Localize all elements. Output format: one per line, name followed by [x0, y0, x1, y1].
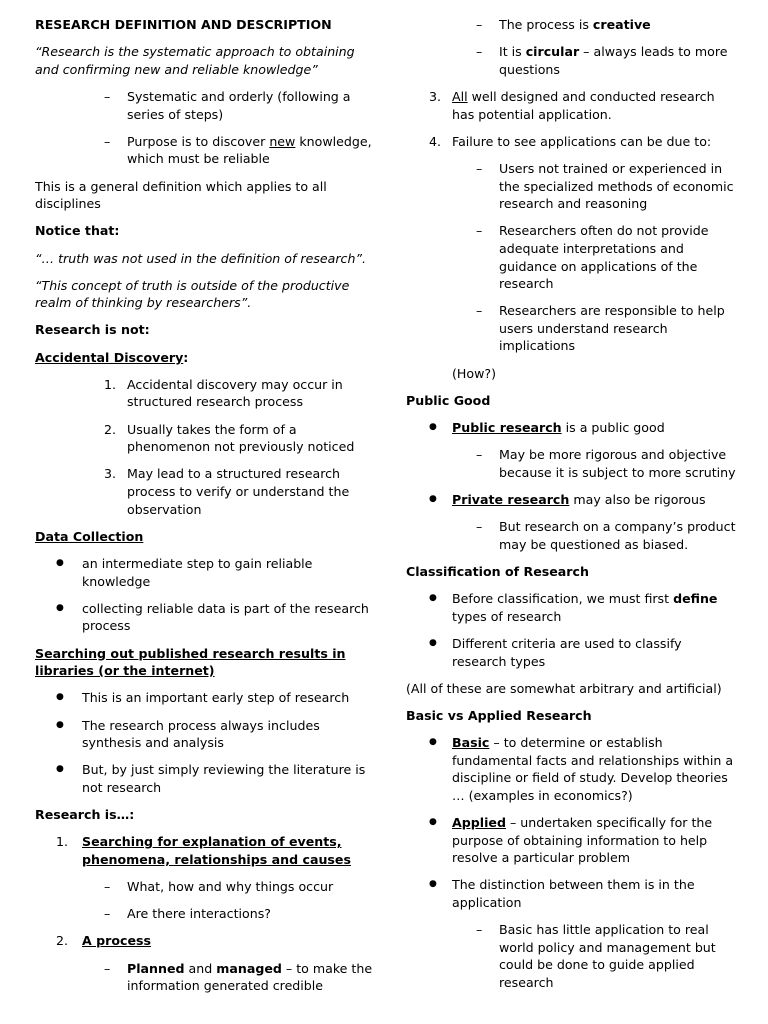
list-item-text: May be more rigorous and objective because it is subject to more scrutiny: [499, 447, 736, 480]
list-item: [56, 555, 375, 590]
list-item-text: All well designed and conducted research has potential application.: [452, 88, 715, 122]
list-item: [429, 491, 736, 509]
list-item-text: Purpose is to discover new knowledge, which must be reliable: [127, 133, 372, 167]
list-item: [476, 222, 736, 292]
list-item-text: Failure to see applications can be due to:: [452, 133, 712, 149]
data-collection-heading: Data Collection: [35, 528, 144, 544]
list-item-text: May lead to a structured research process to verify or understand the observation: [127, 466, 350, 517]
dash-marker: –: [476, 519, 483, 535]
document-title: RESEARCH DEFINITION AND DESCRIPTION: [35, 17, 332, 32]
emphasis-new: new: [269, 133, 296, 149]
list-item-text: Researchers are responsible to help users understand research implications: [499, 303, 725, 354]
bullet-marker: ●: [429, 737, 437, 748]
basic-vs-applied-heading: Basic vs Applied Research: [406, 707, 592, 723]
bullet-marker: ●: [56, 719, 64, 730]
list-item-text: A process: [82, 933, 152, 949]
dash-marker: –: [476, 303, 483, 319]
searching-heading: Searching out published research results in libraries (or the internet): [35, 645, 346, 679]
bullet-marker: ●: [56, 602, 64, 613]
number-marker: 3.: [104, 466, 117, 482]
list-item: [476, 921, 736, 991]
dash-marker: –: [476, 922, 483, 938]
list-item-text: Different criteria are used to classify research types: [452, 635, 682, 669]
truth-quote: “… truth was not used in the definition of research”.: [35, 250, 366, 266]
list-item: [476, 160, 736, 213]
list-item: [476, 446, 736, 481]
right-column: [406, 16, 736, 1001]
list-item-text: Public research is a public good: [452, 420, 665, 436]
list-item: [104, 88, 375, 123]
list-item: [429, 419, 736, 437]
bullet-marker: ●: [429, 879, 437, 890]
list-item: [104, 465, 375, 518]
number-marker: 1.: [56, 834, 69, 850]
research-is-not-heading: Research is not:: [35, 322, 150, 338]
number-marker: 3.: [429, 88, 442, 104]
list-item: [56, 689, 375, 707]
list-item-text: Before classification, we must first define types of research: [452, 591, 718, 624]
list-item: [429, 814, 736, 867]
how-note: (How?): [452, 365, 496, 381]
concept-quote: “This concept of truth is outside of the productive realm of thinking by researchers”.: [35, 277, 350, 311]
list-item-text: Researchers often do not provide adequate interpretations and guidance on applications of the research: [499, 223, 709, 292]
list-item-text: Are there interactions?: [127, 906, 271, 922]
list-item-text: Basic has little application to real world policy and management but could be done to guide applied research: [499, 922, 716, 990]
left-column: [35, 16, 375, 1004]
bullet-marker: ●: [429, 637, 437, 648]
list-item: [104, 376, 375, 411]
list-item-text: Accidental discovery may occur in structured research process: [127, 376, 343, 410]
list-item: [429, 635, 736, 670]
dash-marker: –: [476, 17, 483, 32]
list-item-text: Basic – to determine or establish fundamental facts and relationships within a discipline or field of study. Develop theories … (examples in economics?): [452, 735, 734, 803]
list-item: [476, 16, 736, 34]
list-item-text: an intermediate step to gain reliable knowledge: [82, 555, 313, 589]
list-item: [104, 905, 375, 923]
list-item-text: The process is creative: [499, 17, 651, 32]
bullet-marker: ●: [429, 817, 437, 828]
research-definition-quote: “Research is the systematic approach to obtaining and confirming new and reliable knowledge”: [35, 44, 355, 77]
list-item: [56, 600, 375, 635]
dash-marker: –: [104, 88, 111, 104]
bullet-marker: ●: [56, 692, 64, 703]
list-item-text: Searching for explanation of events, phenomena, relationships and causes: [82, 834, 351, 867]
dash-marker: –: [476, 447, 483, 463]
classification-note: (All of these are somewhat arbitrary and artificial): [406, 680, 722, 696]
list-item: [104, 960, 375, 995]
list-item-text: collecting reliable data is part of the research process: [82, 600, 369, 634]
list-item: [429, 88, 736, 123]
dash-marker: –: [104, 906, 111, 922]
bullet-marker: ●: [429, 422, 437, 433]
number-marker: 2.: [56, 933, 69, 949]
list-item-text: Applied – undertaken specifically for the purpose of obtaining information to help resolve a particular problem: [452, 815, 713, 866]
list-item: [476, 518, 736, 553]
dash-marker: –: [476, 160, 483, 176]
list-item-text: This is an important early step of research: [82, 690, 350, 706]
list-item: [104, 878, 375, 896]
bullet-marker: ●: [429, 593, 437, 604]
number-marker: 1.: [104, 376, 117, 392]
notice-heading: Notice that:: [35, 223, 120, 239]
number-marker: 4.: [429, 133, 442, 149]
classification-heading: Classification of Research: [406, 563, 589, 579]
list-item: [56, 717, 375, 752]
list-item-text: But, by just simply reviewing the literature is not research: [82, 762, 366, 795]
list-item: [429, 876, 736, 911]
bullet-marker: ●: [56, 764, 64, 775]
list-item-text: The distinction between them is in the application: [452, 877, 695, 911]
dash-marker: –: [104, 879, 111, 895]
list-item-text: Private research may also be rigorous: [452, 492, 706, 507]
list-item-text: What, how and why things occur: [127, 879, 334, 895]
list-item: [429, 590, 736, 625]
bullet-marker: ●: [56, 557, 64, 568]
list-item: [56, 833, 375, 868]
list-item: [429, 133, 736, 151]
list-item-text: Usually takes the form of a phenomenon not previously noticed: [127, 421, 355, 455]
dash-marker: –: [476, 223, 483, 239]
list-item-text: But research on a company’s product may be questioned as biased.: [499, 519, 736, 552]
list-item-text: It is circular – always leads to more questions: [499, 44, 728, 77]
list-item: [429, 734, 736, 804]
list-item: [104, 421, 375, 456]
number-marker: 2.: [104, 421, 117, 437]
list-item: [104, 133, 375, 168]
list-item: [476, 43, 736, 78]
dash-marker: –: [104, 960, 111, 976]
list-item: [56, 761, 375, 796]
general-definition-note: This is a general definition which applies to all disciplines: [35, 178, 327, 212]
list-item-text: Systematic and orderly (following a series of steps): [127, 88, 351, 122]
accidental-discovery-heading: Accidental Discovery:: [35, 349, 189, 365]
bullet-marker: ●: [429, 494, 437, 504]
list-item-text: The research process always includes synthesis and analysis: [82, 717, 320, 751]
list-item-text: Users not trained or experienced in the specialized methods of economic research and reasoning: [499, 160, 734, 212]
research-is-heading: Research is…:: [35, 807, 135, 823]
public-good-heading: Public Good: [406, 392, 491, 408]
list-item: [476, 302, 736, 355]
list-item-text: Planned and managed – to make the information generated credible: [127, 960, 373, 994]
dash-marker: –: [476, 44, 483, 60]
dash-marker: –: [104, 133, 111, 149]
list-item: [56, 932, 375, 950]
